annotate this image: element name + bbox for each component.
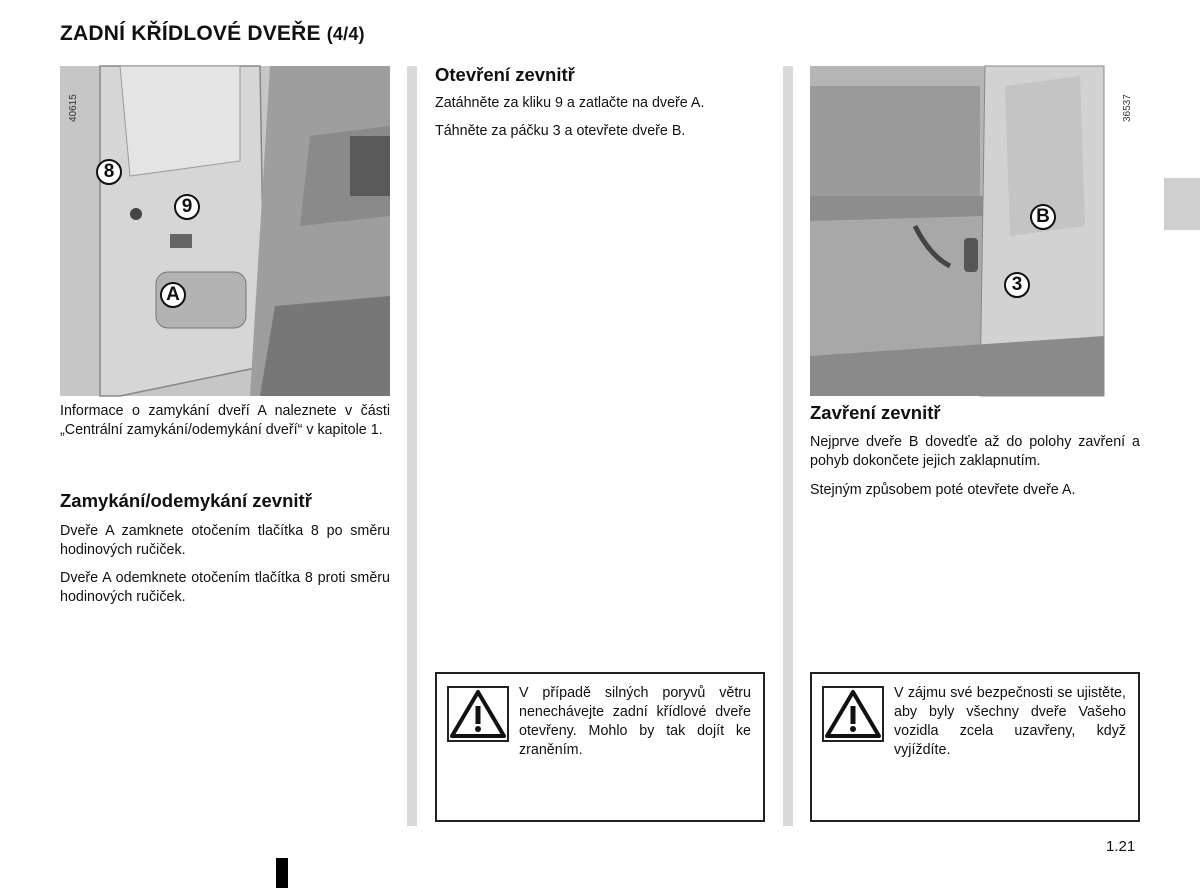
open-paragraph-2: Táhněte za páčku 3 a otevřete dveře B. (435, 123, 686, 139)
callout-9: 9 (174, 194, 200, 220)
callout-a: A (160, 282, 186, 308)
figure-code: 40615 (68, 94, 79, 122)
title-part: (4/4) (326, 24, 365, 44)
lock-paragraph-1: Dveře A zamknete otočením tlačítka 8 po směru hodinových ručiček. (60, 523, 390, 558)
chapter-tab (1164, 178, 1200, 230)
open-paragraph-1: Zatáhněte za kliku 9 a zatlačte na dveře A. (435, 95, 705, 111)
warning-triangle-icon (822, 686, 884, 742)
page-number: 1.21 (1106, 838, 1136, 855)
page-title (60, 22, 365, 46)
callout-3: 3 (1004, 272, 1030, 298)
close-paragraph-1: Nejprve dveře B dovedťe až do polohy zavření a pohyb dokončete jejich zaklapnutím. (810, 434, 1140, 469)
crop-mark (276, 858, 288, 888)
warning-text-safety: V zájmu své bezpečnosti se ujistěte, aby byly všechny dveře Vašeho vozidla zcela uzavřeny, když vyjíždíte. (894, 685, 1126, 758)
title-text: ZADNÍ KŘÍDLOVÉ DVEŘE (60, 22, 321, 45)
callout-8: 8 (96, 159, 122, 185)
intro-paragraph: Informace o zamykání dveří A naleznete v části „Centrální zamykání/odemykání dveří“ v kapitole 1. (60, 403, 390, 438)
open-heading: Otevření zevnitř (435, 64, 575, 85)
callout-b: B (1030, 204, 1056, 230)
warning-box-safety (810, 672, 1140, 822)
figure-code-right: 36537 (1122, 94, 1133, 122)
warning-triangle-icon (447, 686, 509, 742)
close-paragraph-2: Stejným způsobem poté otevřete dveře A. (810, 482, 1076, 498)
rear-door-illustration (60, 66, 390, 396)
lock-heading: Zamykání/odemykání zevnitř (60, 490, 312, 511)
rear-interior-illustration (810, 66, 1133, 396)
lock-paragraph-2: Dveře A odemknete otočením tlačítka 8 proti směru hodinových ručiček. (60, 570, 390, 605)
column-divider-right (783, 66, 793, 826)
warning-text-wind: V případě silných poryvů větru nenechávejte zadní křídlové dveře otevřeny. Mohlo by tak dojít ke zraněním. (519, 685, 751, 758)
warning-box-wind (435, 672, 765, 822)
door-drawing (60, 66, 390, 396)
close-heading: Zavření zevnitř (810, 402, 941, 423)
column-divider-left (407, 66, 417, 826)
interior-drawing (810, 66, 1104, 396)
